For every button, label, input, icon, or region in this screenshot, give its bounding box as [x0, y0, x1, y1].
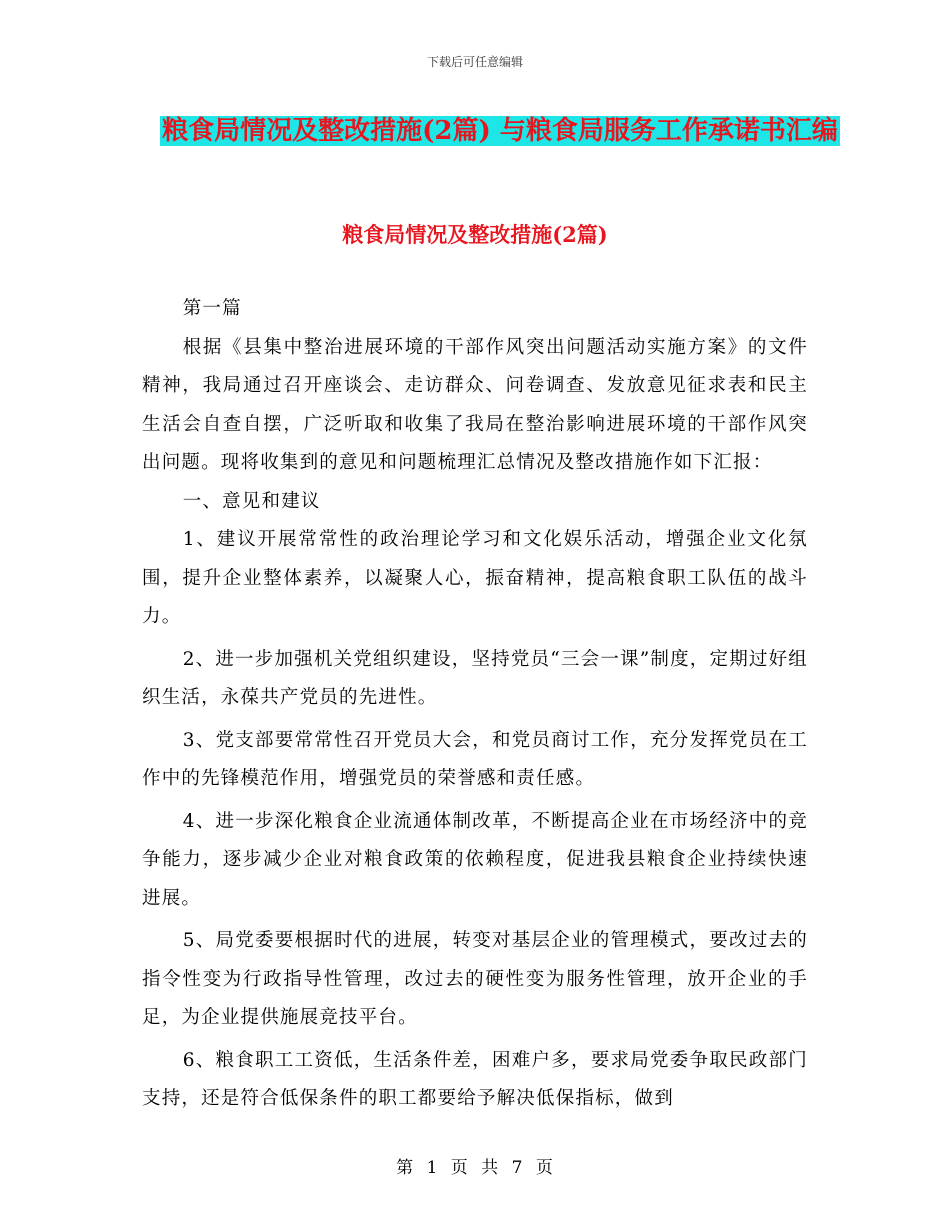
paragraph-intro: 根据《县集中整治进展环境的干部作风突出问题活动实施方案》的文件精神，我局通过召开座谈会、走访群众、问卷调查、发放意见征求表和民主生活会自查自摆，广泛听取和收集了我局在整治影响进展环境的干部作风突出问题。现将收集到的意见和问题梳理汇总情况及整改措施作如下汇报： [142, 336, 808, 473]
footer-prefix: 第 [396, 1158, 415, 1178]
footer-total-prefix: 共 [481, 1158, 500, 1178]
paragraph-heading-first-part: 第一篇 [182, 298, 242, 319]
paragraph-item-3: 3、党支部要常常性召开党员大会，和党员商讨工作，充分发挥党员在工作中的先锋模范作用，增强党员的荣誉感和责任感。 [142, 729, 808, 789]
footer-total-pages: 7 [511, 1158, 524, 1178]
paragraph-item-2: 2、进一步加强机关党组织建设，坚持党员“三会一课”制度，定期过好组织生活，永葆共产党员的先进性。 [142, 648, 808, 708]
document-title [140, 110, 860, 153]
header-note: 下载后可任意编辑 [426, 55, 523, 69]
document-title-text: 粮食局情况及整改措施(2篇) 与粮食局服务工作承诺书汇编 [162, 116, 838, 146]
footer-page-number: 1 [426, 1158, 439, 1178]
document-body [142, 290, 808, 1119]
section-title: 粮食局情况及整改措施(2篇) [342, 222, 608, 247]
paragraph-item-1: 1、建议开展常常性的政治理论学习和文化娱乐活动，增强企业文化氛围，提升企业整体素养，以凝聚人心，振奋精神，提高粮食职工队伍的战斗力。 [142, 529, 808, 627]
footer-total-unit: 页 [535, 1158, 554, 1178]
paragraph-item-6: 6、粮食职工工资低，生活条件差，困难户多，要求局党委争取民政部门支持，还是符合低保条件的职工都要给予解决低保指标，做到 [142, 1049, 808, 1109]
page-footer [0, 1153, 950, 1178]
footer-page-unit: 页 [450, 1158, 469, 1178]
paragraph-item-5: 5、局党委要根据时代的进展，转变对基层企业的管理模式，要改过去的指令性变为行政指导性管理，改过去的硬性变为服务性管理，放开企业的手足，为企业提供施展竞技平台。 [142, 930, 808, 1028]
paragraph-heading-opinions: 一、意见和建议 [182, 490, 321, 512]
paragraph-item-4: 4、进一步深化粮食企业流通体制改革，不断提高企业在市场经济中的竞争能力，逐步减少企业对粮食政策的依赖程度，促进我县粮食企业持续快速进展。 [142, 810, 808, 909]
